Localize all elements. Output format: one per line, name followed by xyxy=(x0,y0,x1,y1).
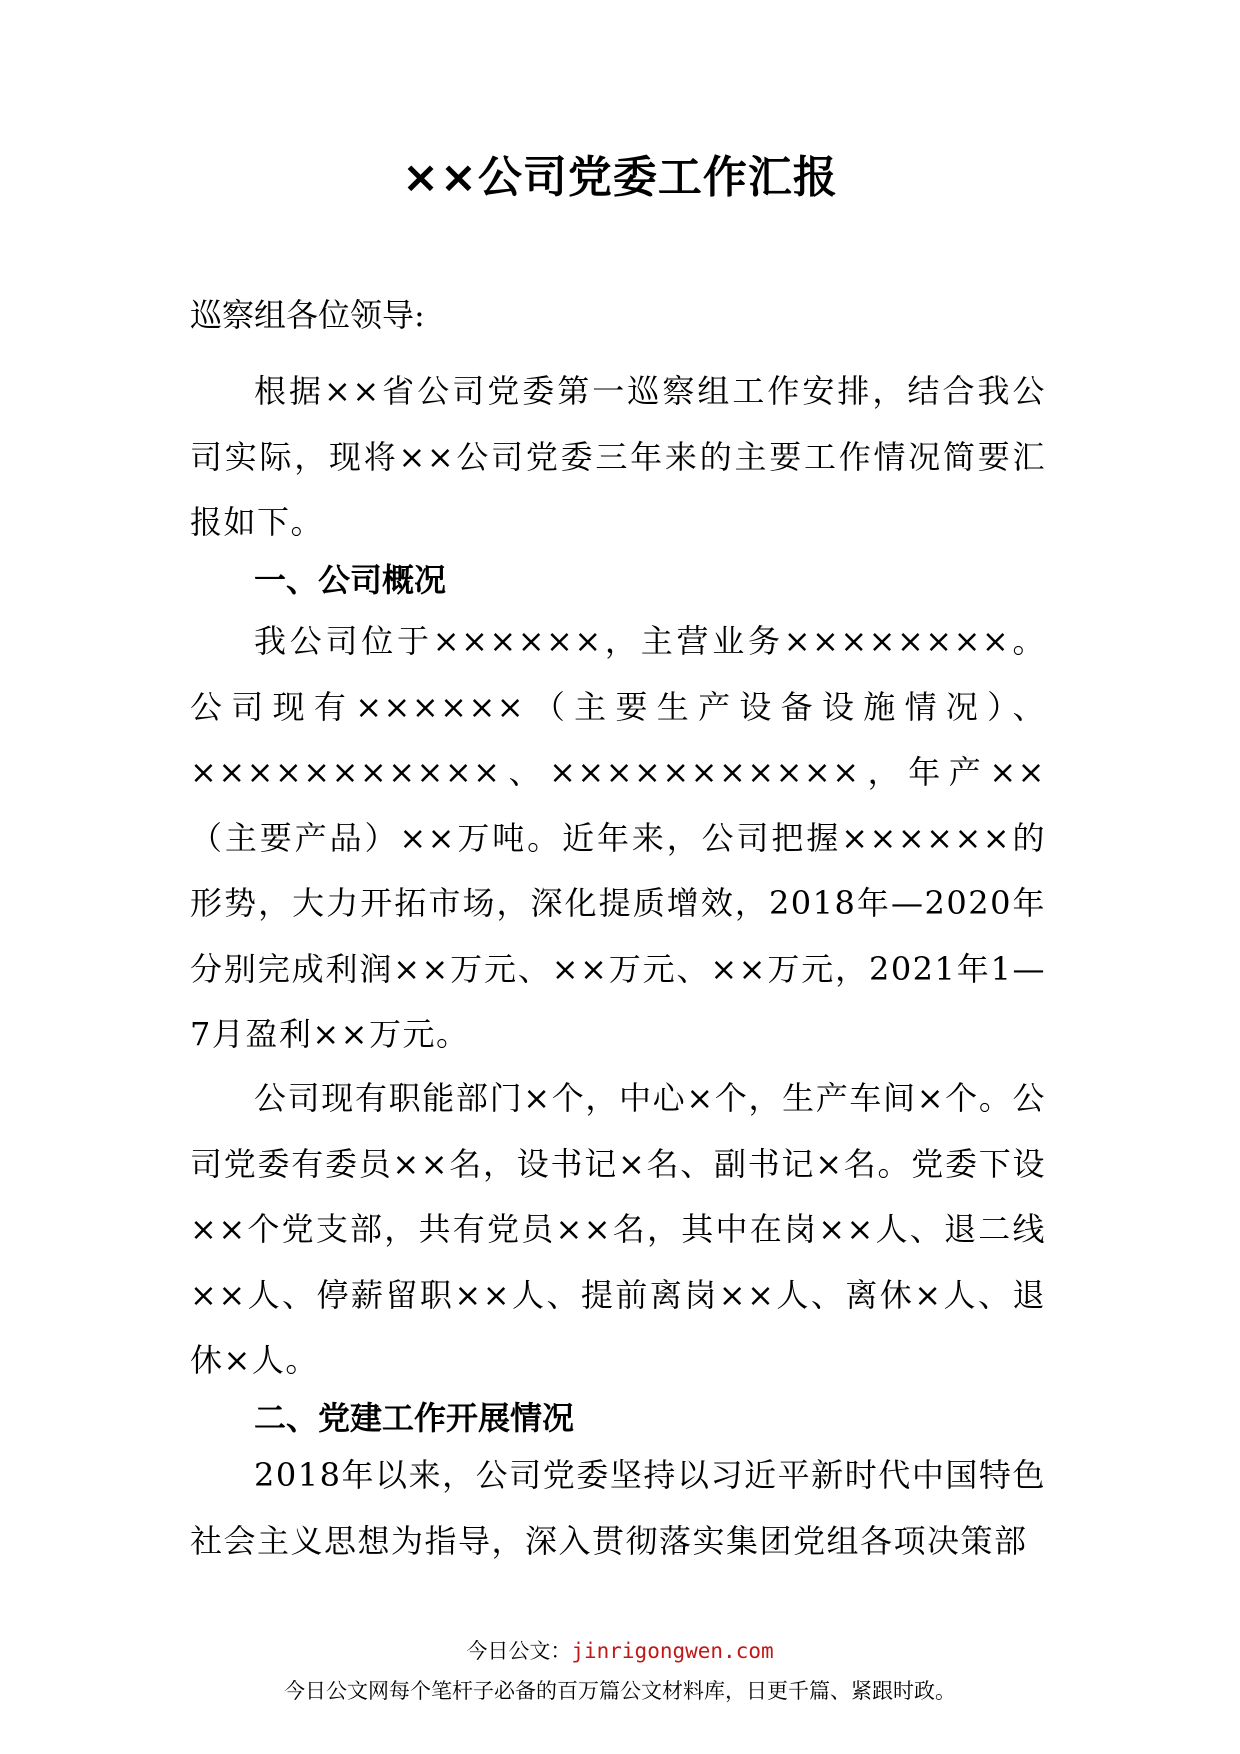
footer-site-link[interactable]: jinrigongwen.com xyxy=(571,1639,774,1663)
overview-paragraph: 我公司位于××××××，主营业务××××××××。公司现有××××××（主要生产设备设施情况）、×××××××××××、×××××××××××，年产××（主要产品）××万吨。近年来，公司把握××××××的形势，大力开拓市场，深化提质增效，2018年—2020年分别完成利润××万元、××万元、××万元，2021年1—7月盈利××万元。 xyxy=(190,622,1046,1053)
footer-label: 今日公文： xyxy=(466,1639,572,1663)
party-work-paragraph: 2018年以来，公司党委坚持以习近平新时代中国特色社会主义思想为指导，深入贯彻落实集团党组各项决策部 xyxy=(190,1456,1046,1560)
document-title: ××公司党委工作汇报 xyxy=(402,152,838,203)
section-heading-party-work: 二、党建工作开展情况 xyxy=(254,1399,575,1437)
footer-slogan: 今日公文网每个笔杆子必备的百万篇公文材料库，日更千篇、紧跟时政。 xyxy=(284,1679,956,1703)
footer-site-line xyxy=(0,1636,1240,1666)
section-heading-overview: 一、公司概况 xyxy=(254,561,447,599)
intro-paragraph: 根据××省公司党委第一巡察组工作安排，结合我公司实际，现将××公司党委三年来的主要工作情况简要汇报如下。 xyxy=(190,372,1046,541)
organization-paragraph: 公司现有职能部门×个，中心×个，生产车间×个。公司党委有委员××名，设书记×名、副书记×名。党委下设××个党支部，共有党员××名，其中在岗××人、退二线××人、停薪留职××人、提前离岗××人、离休×人、退休×人。 xyxy=(190,1079,1046,1379)
footer xyxy=(0,1636,1240,1706)
salutation: 巡察组各位领导: xyxy=(190,296,425,334)
